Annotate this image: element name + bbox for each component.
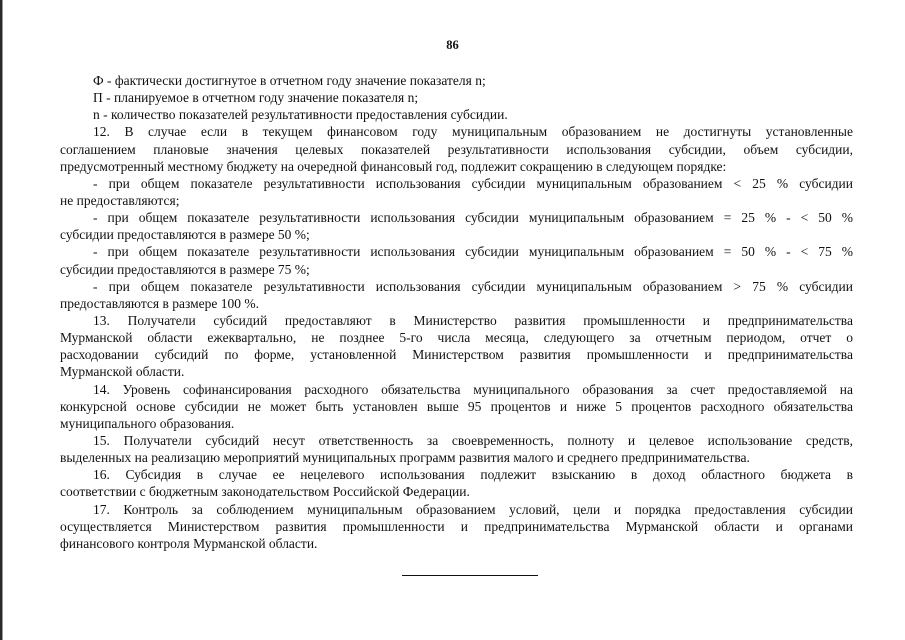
end-of-text-rule [402, 575, 538, 576]
paragraph-16-line-2: соответствии с бюджетным законодательством Российской Федерации. [60, 484, 470, 500]
paragraph-17-line-3: финансового контроля Мурманской области. [60, 535, 318, 551]
paragraph-15-line-2: выделенных на реализацию мероприятий муниципальных программ развития малого и среднего предпринимательства. [60, 450, 750, 466]
paragraph-12-line-1: 12. В случае если в текущем финансовом году муниципальным образованием не достигнуты установленные [93, 124, 853, 140]
definition-n: n - количество показателей результативности предоставления субсидии. [93, 107, 508, 123]
paragraph-16-line-1: 16. Субсидия в случае ее нецелевого использования подлежит взысканию в доход областного бюджета в [93, 467, 853, 483]
list-item-2-line-1: - при общем показателе результативности использования субсидии муниципальным образованием = 25 % - < 50 % [93, 210, 853, 226]
paragraph-12-line-3: предусмотренный местному бюджету на очередной финансовый год, подлежит сокращению в следующем порядке: [60, 158, 727, 174]
paragraph-17-line-1: 17. Контроль за соблюдением муниципальным образованием условий, цели и порядка предоставления субсидии [93, 501, 853, 517]
definition-f: Ф - фактически достигнутое в отчетном году значение показателя n; [93, 73, 486, 88]
paragraph-13-line-2: Мурманской области ежеквартально, не позднее 5-го числа месяца, следующего за отчетным периодом, отчет о [60, 330, 853, 346]
list-item-4-line-1: - при общем показателе результативности использования субсидии муниципальным образованием > 75 % субсидии [93, 278, 853, 294]
list-item-4-line-2: предоставляются в размере 100 %. [60, 295, 260, 311]
paragraph-13-line-4: Мурманской области. [60, 364, 185, 380]
list-item-3-line-1: - при общем показателе результативности использования субсидии муниципальным образованием = 50 % - < 75 % [93, 244, 853, 260]
paragraph-13-line-1: 13. Получатели субсидий предоставляют в Министерство развития промышленности и предпринимательства [93, 312, 853, 328]
list-item-1-line-1: - при общем показателе результативности использования субсидии муниципальным образованием < 25 % субсидии [93, 175, 853, 191]
definition-p: П - планируемое в отчетном году значение показателя n; [93, 90, 419, 106]
paragraph-14-line-2: конкурсной основе субсидии не может быть установлен выше 95 процентов и ниже 5 процентов расходного обязательства [60, 398, 853, 414]
paragraph-17-line-2: осуществляется Министерством развития промышленности и предпринимательства Мурманской области и органами [60, 518, 853, 534]
list-item-3-line-2: субсидии предоставляются в размере 75 %; [60, 261, 310, 277]
paragraph-13-line-3: расходовании субсидий по форме, установленной Министерством развития промышленности и предпринимательства [60, 347, 853, 363]
paragraph-14-line-1: 14. Уровень софинансирования расходного обязательства муниципального образования за счет предоставляемой на [93, 381, 853, 397]
paragraph-12-line-2: соглашением плановые значения целевых показателей результативности использования субсидии, объем субсидии, [60, 141, 853, 157]
paragraph-15-line-1: 15. Получатели субсидий несут ответственность за своевременность, полноту и целевое использование средств, [93, 432, 853, 448]
document-body [60, 72, 853, 552]
page-edge-shadow-fade [2, 0, 3, 640]
paragraph-14-line-3: муниципального образования. [60, 415, 235, 431]
page-number: 86 [446, 38, 459, 52]
list-item-2-line-2: субсидии предоставляются в размере 50 %; [60, 227, 310, 243]
list-item-1-line-2: не предоставляются; [60, 192, 180, 208]
